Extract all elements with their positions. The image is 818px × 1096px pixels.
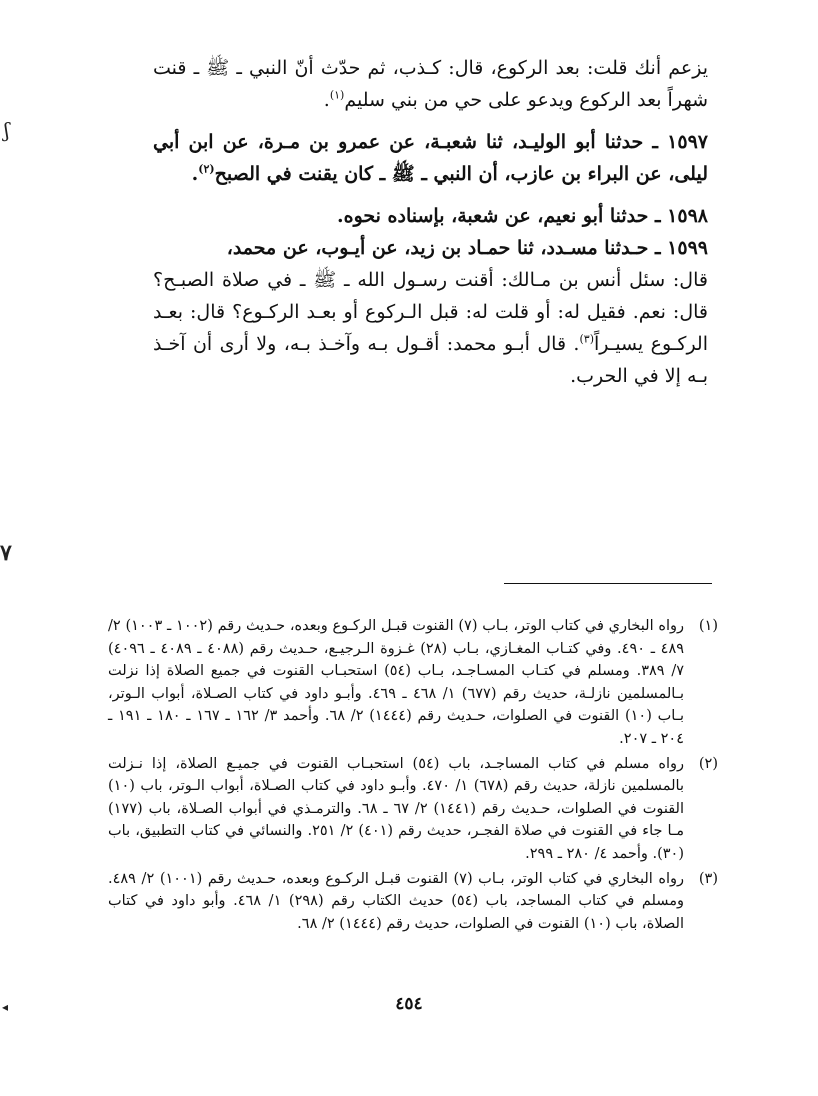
main-text-block (153, 52, 708, 392)
footnote-ref-3[interactable]: (٣) (579, 332, 594, 346)
footnote-divider (504, 583, 712, 584)
margin-mark-icon: ◂ (2, 1000, 9, 1014)
hadith-1598: ١٥٩٨ ـ حدثنا أبو نعيم، عن شعبة، بإسناده نحوه. (337, 205, 708, 227)
footnote-text: رواه البخاري في كتاب الوتر، بـاب (٧) القنوت قبـل الركـوع وبعده، حـديث رقم (١٠٠٢ ـ ١٠٠٣) ٢/ ٤٨٩ ـ ٤٩٠. وفي كتـاب المغـازي، بـاب (٢٨) غـزوة الـرجيـع، حـديث رقم (٤٠٨٨ ـ ٤٠٨٩ ـ ٤٠٩٦) ٧/ ٣٨٩. ومسلم في كتـاب المسـاجـد، بـاب (٥٤) استحبـاب القنوت في جميع الصلاة إذا نزلت بـالمسلمين نازلـة، حديث رقم (٦٧٧) ١/ ٤٦٨ ـ ٤٦٩. وأبـو داود في كتاب الصـلاة، أبواب الـوتر، بـاب (١٠) القنوت في الصلوات، حـديث رقم (١٤٤٤) ٢/ ٦٨. وأحمد ٣/ ١٦٢ ـ ١٦٧ ـ ١٨٠ ـ ١٩١ ـ ٢٠٤ ـ ٢٠٧. (108, 618, 685, 747)
hadith-number: ١٥٩٩ (667, 237, 708, 259)
footnote-ref-2[interactable]: (٢) (198, 162, 215, 176)
margin-mark-icon: ۷ (0, 540, 12, 566)
hadith-number: ١٥٩٨ (667, 205, 708, 227)
footnote-ref-1[interactable]: (١) (329, 88, 345, 102)
footnote (108, 868, 718, 936)
margin-mark-icon: ʃ (4, 118, 10, 142)
hadith-number: ١٥٩٧ (667, 131, 708, 153)
footnote-number: (٢) (698, 755, 718, 772)
hadith-1599-isnad: ١٥٩٩ ـ حـدثنا مسـدد، ثنا حمـاد بن زيد، عن أيـوب، عن محمد، (226, 237, 708, 259)
footnote (108, 615, 718, 751)
hadith-1599-matn: قال: سئل أنس بن مـالك: أقنت رسـول الله ـ ﷺ ـ في صلاة الصبـح؟ قال: نعم. فقيل له: أو قلت له: قبل الـركوع أو بعـد الركـوع؟ قال: بعـد الركـوع يسيـراً$^{(٣)}$. قال أبـو محمد: أقـول بـه وآخـذ بـه، ولا أرى أن آخـذ بـه إلا في الحرب. (153, 269, 708, 387)
paragraph-narration: يزعم أنك قلت: بعد الركوع، قال: كـذب، ثم حدّث أنّ النبي ـ ﷺ ـ قنت شهراً بعد الركوع ويدعو على حي من بني سليم$^{(١)}$. (153, 57, 708, 111)
footnote-number: (١) (698, 618, 718, 634)
footnote-number: (٣) (698, 870, 718, 887)
footnote-text: رواه البخاري في كتاب الوتر، بـاب (٧) القنوت قبـل الركـوع وبعده، حـديث رقم (١٠٠١) ٢/ ٤٨٩. ومسلم في كتاب المساجد، باب (٥٤) حديث الكتاب رقم (٢٩٨) ١/ ٤٦٨. وأبو داود في كتاب الصلاة، باب (١٠) القنوت في الصلوات، حديث رقم (١٤٤٤) ٢/ ٦٨. (108, 870, 684, 932)
page-number: ٤٥٤ (395, 994, 423, 1014)
footnote (108, 753, 718, 866)
footnote-text: رواه مسلم في كتاب المساجـد، باب (٥٤) استحبـاب القنوت في جميـع الصلاة، إذا نـزلت بالمسلمين نازلة، حديث رقم (٦٧٨) ١/ ٤٧٠. وأبـو داود في كتاب الصـلاة، أبواب الـوتر، باب (١٠) القنوت في الصلوات، حـديث رقم (١٤٤١) ٢/ ٦٧ ـ ٦٨. والترمـذي في أبواب الصـلاة، باب (١٧٧) مـا جاء في القنوت في صلاة الفجـر، حديث رقم (٤٠١) ٢/ ٢٥١. والنسائي في كتاب التطبيق، باب (٣٠). وأحمد ٤/ ٢٨٠ ـ ٢٩٩. (108, 755, 684, 862)
hadith-1597: ١٥٩٧ ـ حدثنا أبو الوليـد، ثنا شعبـة، عن عمرو بن مـرة، عن ابن أبي ليلى، عن البراء بن عازب، أن النبي ـ ﷺ ـ كان يقنت في الصبح$^{(٢)}$. (153, 131, 708, 185)
footnotes-section (108, 615, 718, 937)
